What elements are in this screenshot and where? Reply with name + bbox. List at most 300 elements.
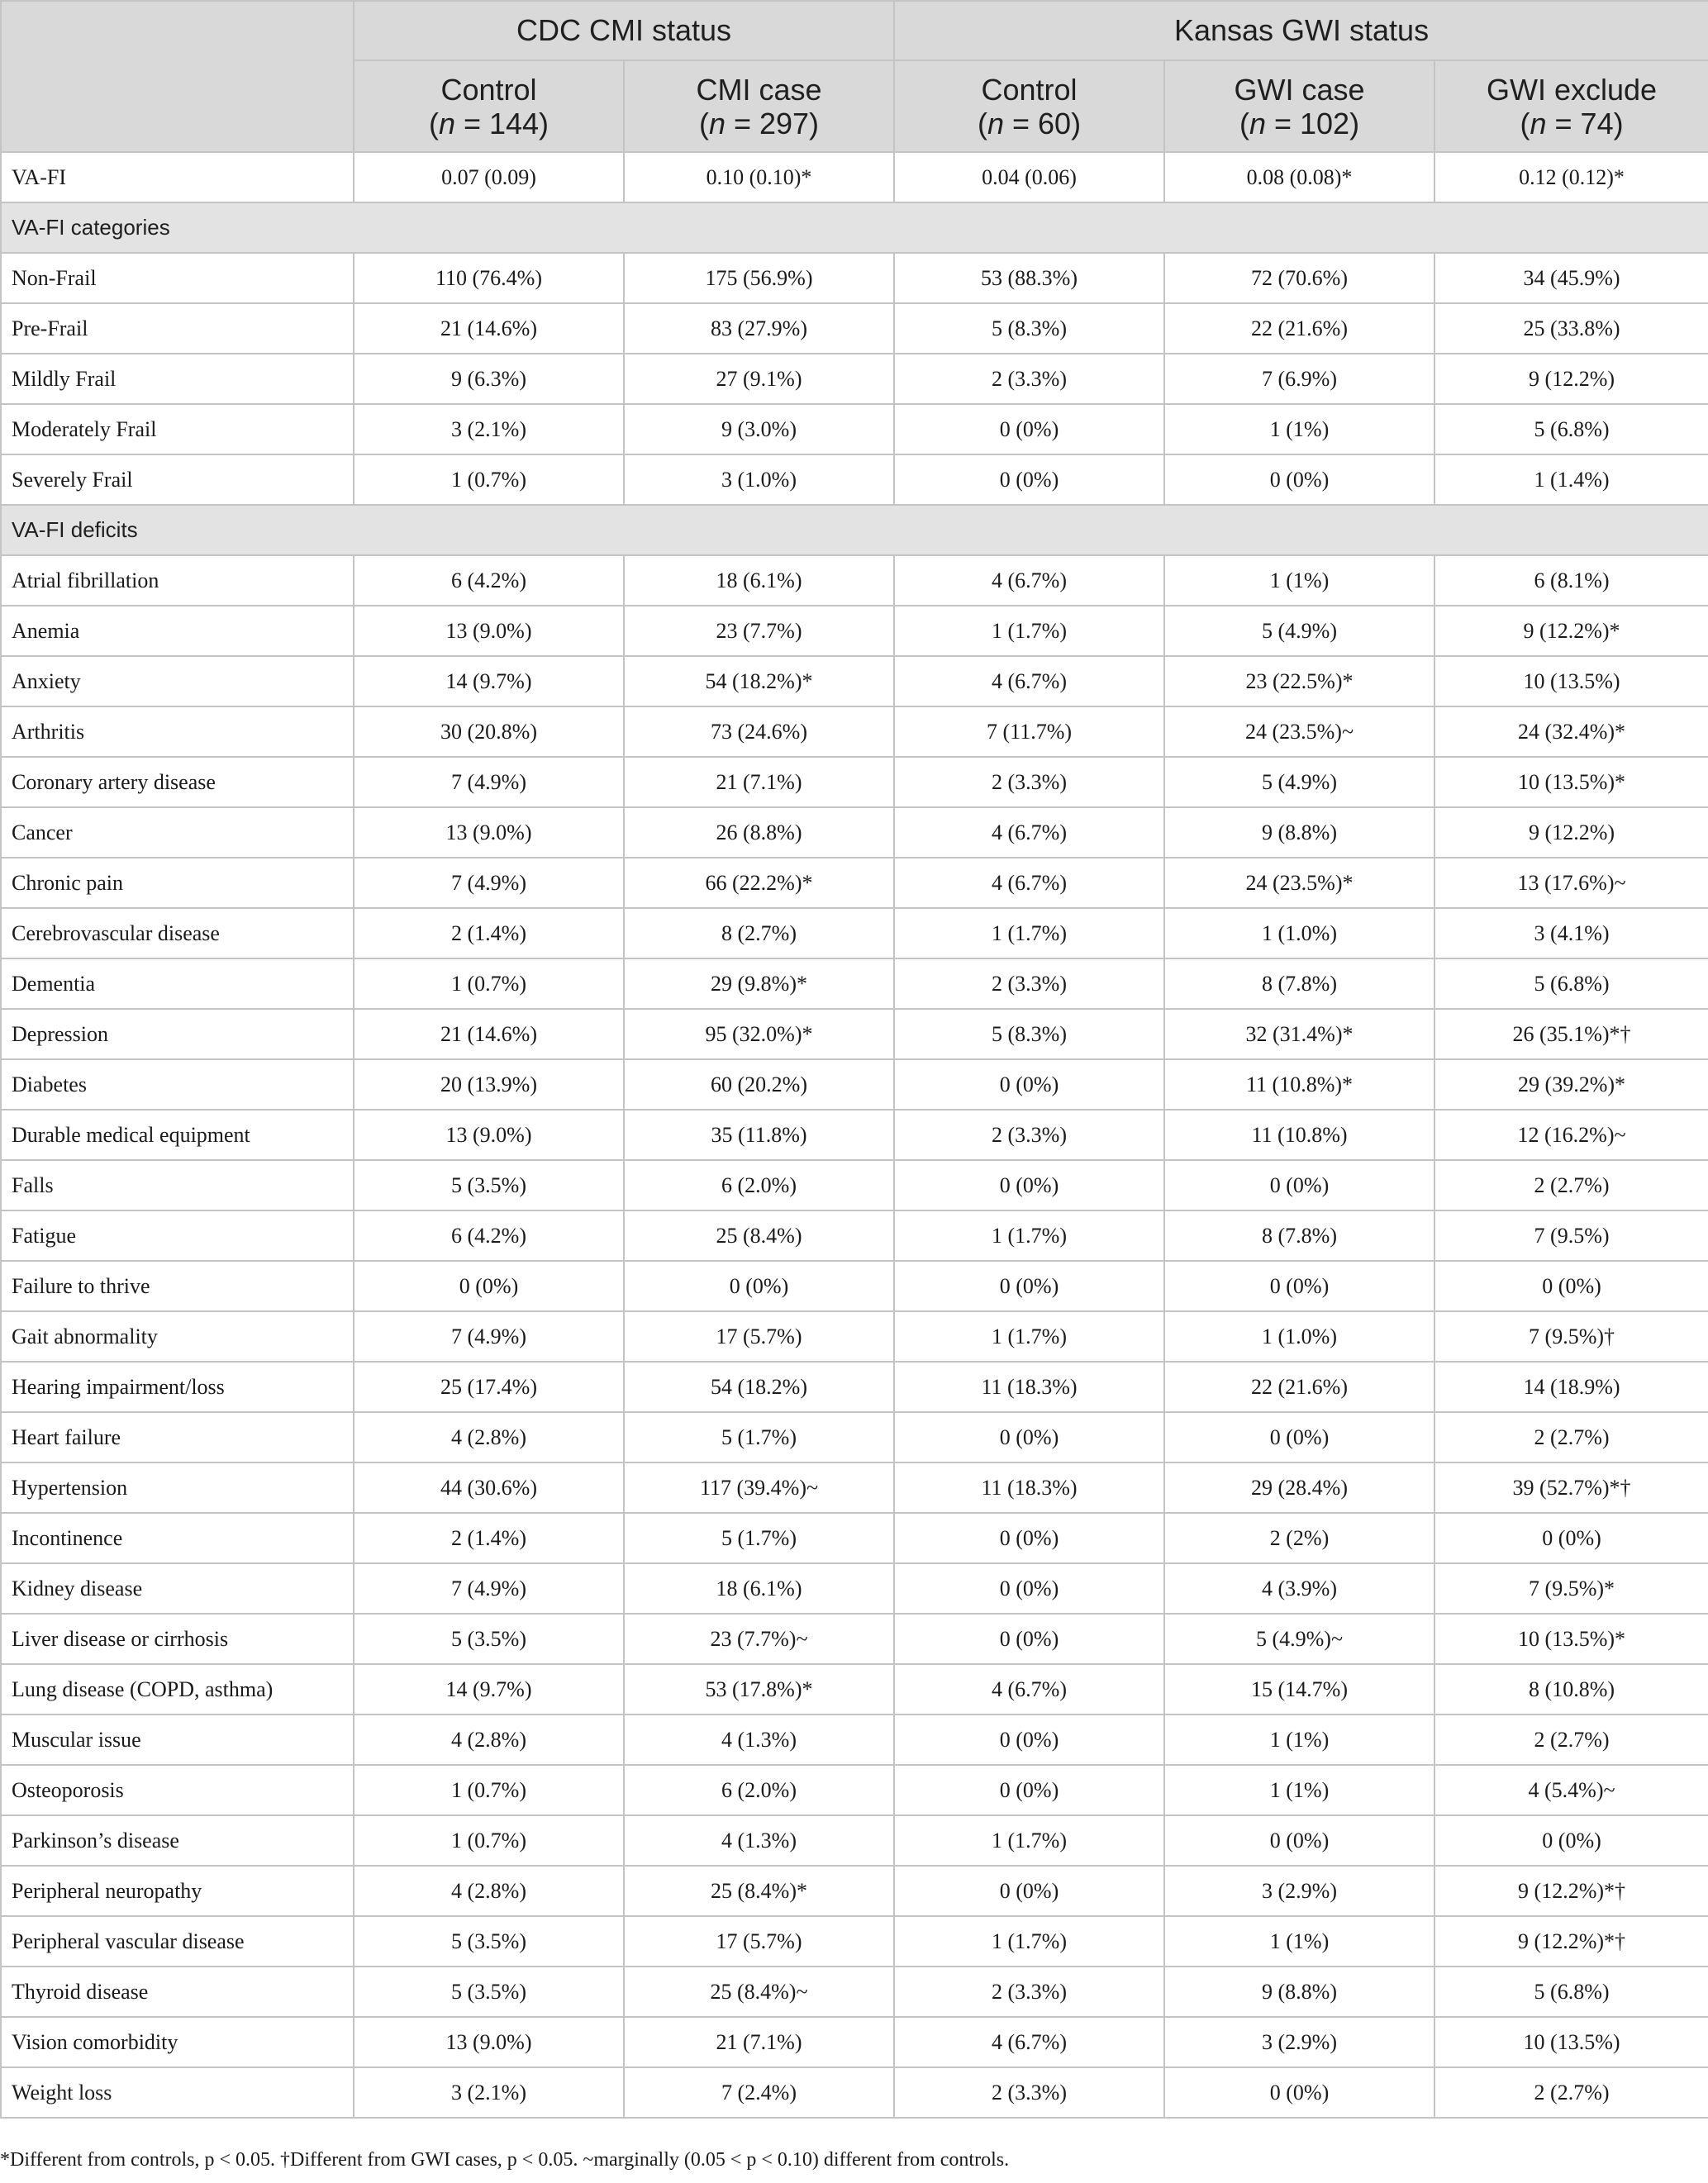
table-cell: 25 (8.4%)~ [624,1967,894,2017]
table-cell: 21 (7.1%) [624,2017,894,2067]
table-cell: 7 (2.4%) [624,2067,894,2118]
row-label: Thyroid disease [1,1967,354,2017]
table-cell: 7 (4.9%) [354,858,624,908]
table-row [1,152,1708,202]
row-label: Vision comorbidity [1,2017,354,2067]
table-cell: 95 (32.0%)* [624,1009,894,1059]
table-cell: 26 (8.8%) [624,807,894,858]
table-cell: 6 (4.2%) [354,555,624,606]
table-cell: 21 (7.1%) [624,757,894,807]
row-label: Moderately Frail [1,404,354,454]
row-label: Anxiety [1,656,354,706]
table-cell: 0 (0%) [894,1160,1164,1210]
table-cell: 3 (2.1%) [354,2067,624,2118]
table-row [1,1563,1708,1614]
table-cell: 13 (9.0%) [354,1110,624,1160]
row-label: Liver disease or cirrhosis [1,1614,354,1664]
table-cell: 0 (0%) [1164,1815,1434,1866]
table-cell: 25 (33.8%) [1434,303,1708,354]
table-cell: 14 (9.7%) [354,656,624,706]
table-row [1,1866,1708,1916]
table-cell: 2 (3.3%) [894,1967,1164,2017]
table-cell: 2 (3.3%) [894,958,1164,1009]
table-cell: 4 (1.3%) [624,1815,894,1866]
table-header [1,1,1708,152]
table-row [1,757,1708,807]
table-cell: 3 (2.1%) [354,404,624,454]
table-cell: 13 (9.0%) [354,2017,624,2067]
table-cell: 1 (0.7%) [354,958,624,1009]
table-cell: 7 (11.7%) [894,706,1164,757]
row-label: Coronary artery disease [1,757,354,807]
row-label: Cancer [1,807,354,858]
n-variable: n [1530,106,1547,140]
n-variable: n [987,106,1004,140]
table-cell: 8 (2.7%) [624,908,894,958]
table-cell: 14 (18.9%) [1434,1362,1708,1412]
column-header-label: Control [440,72,537,107]
table-cell: 13 (17.6%)~ [1434,858,1708,908]
table-row [1,1110,1708,1160]
table-cell: 23 (7.7%) [624,606,894,656]
row-label: Severely Frail [1,454,354,505]
table-cell: 0 (0%) [354,1261,624,1311]
table-cell: 7 (9.5%)† [1434,1311,1708,1362]
table-row [1,1412,1708,1462]
table-cell: 0 (0%) [894,454,1164,505]
table-cell: 72 (70.6%) [1164,253,1434,303]
table-row [1,2067,1708,2118]
n-value: = 144) [454,106,550,140]
table-cell: 4 (6.7%) [894,2017,1164,2067]
table-row [1,1059,1708,1110]
group-header-kansas: Kansas GWI status [894,1,1708,60]
row-label: Osteoporosis [1,1765,354,1815]
table-cell: 2 (1.4%) [354,1513,624,1563]
table-cell: 35 (11.8%) [624,1110,894,1160]
table-cell: 117 (39.4%)~ [624,1462,894,1513]
table-cell: 6 (2.0%) [624,1765,894,1815]
table-row [1,1664,1708,1715]
column-header-label: CMI case [696,72,822,107]
table-footnote: *Different from controls, p < 0.05. †Different from GWI cases, p < 0.05. ~marginally (0.05 < p < 0.10) different from controls. [0,2149,1010,2171]
table-row [1,2017,1708,2067]
row-label: Mildly Frail [1,354,354,404]
section-header-row [1,202,1708,253]
table-cell: 11 (10.8%)* [1164,1059,1434,1110]
table-cell: 0 (0%) [1434,1261,1708,1311]
row-label: Anemia [1,606,354,656]
n-prefix: ( [698,106,709,140]
table-cell: 5 (6.8%) [1434,958,1708,1009]
table-cell: 4 (2.8%) [354,1412,624,1462]
table-cell: 7 (4.9%) [354,1311,624,1362]
column-header-n [635,107,883,140]
table-row [1,1765,1708,1815]
table-cell: 1 (1.4%) [1434,454,1708,505]
table-row [1,958,1708,1009]
table-cell: 39 (52.7%)*† [1434,1462,1708,1513]
table-cell: 9 (8.8%) [1164,807,1434,858]
table-cell: 0.10 (0.10)* [624,152,894,202]
row-label: Failure to thrive [1,1261,354,1311]
table-cell: 21 (14.6%) [354,303,624,354]
table-cell: 2 (2%) [1164,1513,1434,1563]
row-label: Pre-Frail [1,303,354,354]
row-label: Durable medical equipment [1,1110,354,1160]
row-label: Falls [1,1160,354,1210]
table-cell: 0 (0%) [894,1513,1164,1563]
table-row [1,454,1708,505]
table-cell: 5 (3.5%) [354,1916,624,1967]
section-title: VA-FI categories [1,202,1708,253]
table-cell: 0 (0%) [894,1866,1164,1916]
table-cell: 32 (31.4%)* [1164,1009,1434,1059]
table-row [1,1362,1708,1412]
n-value: = 297) [725,106,820,140]
table-cell: 0 (0%) [1164,454,1434,505]
table-cell: 175 (56.9%) [624,253,894,303]
row-label: VA-FI [1,152,354,202]
table-cell: 29 (28.4%) [1164,1462,1434,1513]
table-cell: 10 (13.5%)* [1434,757,1708,807]
column-header-n [905,107,1154,140]
row-label: Chronic pain [1,858,354,908]
table-cell: 17 (5.7%) [624,1916,894,1967]
table-cell: 53 (17.8%)* [624,1664,894,1715]
table-cell: 3 (1.0%) [624,454,894,505]
table-cell: 0 (0%) [894,1261,1164,1311]
table-cell: 24 (23.5%)* [1164,858,1434,908]
table-cell: 1 (1.7%) [894,908,1164,958]
n-value: = 60) [1004,106,1082,140]
section-header-row [1,505,1708,555]
table-cell: 20 (13.9%) [354,1059,624,1110]
n-prefix: ( [1520,106,1530,140]
table-cell: 25 (8.4%)* [624,1866,894,1916]
row-label: Non-Frail [1,253,354,303]
table-cell: 13 (9.0%) [354,807,624,858]
table-cell: 5 (3.5%) [354,1614,624,1664]
table-cell: 0.04 (0.06) [894,152,1164,202]
table-cell: 2 (3.3%) [894,1110,1164,1160]
table-cell: 9 (12.2%)*† [1434,1866,1708,1916]
column-header-label: GWI case [1234,72,1365,107]
row-label: Fatigue [1,1210,354,1261]
table-cell: 13 (9.0%) [354,606,624,656]
table-row [1,1462,1708,1513]
table-row [1,606,1708,656]
table-cell: 1 (0.7%) [354,1815,624,1866]
table-cell: 3 (2.9%) [1164,1866,1434,1916]
table-cell: 2 (2.7%) [1434,1412,1708,1462]
table-cell: 27 (9.1%) [624,354,894,404]
table-cell: 4 (3.9%) [1164,1563,1434,1614]
table-cell: 73 (24.6%) [624,706,894,757]
table-cell: 83 (27.9%) [624,303,894,354]
column-header-label: Control [981,72,1078,107]
column-header [1434,60,1708,152]
table-cell: 3 (2.9%) [1164,2017,1434,2067]
table-cell: 0 (0%) [894,1412,1164,1462]
table-cell: 0 (0%) [624,1261,894,1311]
row-label: Hypertension [1,1462,354,1513]
table-cell: 5 (3.5%) [354,1967,624,2017]
table-cell: 10 (13.5%)* [1434,1614,1708,1664]
table-cell: 1 (1%) [1164,1765,1434,1815]
row-label: Kidney disease [1,1563,354,1614]
table-cell: 4 (2.8%) [354,1715,624,1765]
table-row [1,1967,1708,2017]
table-cell: 7 (9.5%)* [1434,1563,1708,1614]
table-cell: 0 (0%) [894,1715,1164,1765]
table-cell: 0.07 (0.09) [354,152,624,202]
table-cell: 6 (2.0%) [624,1160,894,1210]
table-cell: 0.12 (0.12)* [1434,152,1708,202]
table-cell: 23 (7.7%)~ [624,1614,894,1664]
table-cell: 0 (0%) [1164,1261,1434,1311]
table-row [1,908,1708,958]
n-variable: n [1249,106,1266,140]
table-row [1,706,1708,757]
row-label: Depression [1,1009,354,1059]
table-cell: 1 (1.7%) [894,1916,1164,1967]
table-cell: 9 (12.2%) [1434,354,1708,404]
row-label: Muscular issue [1,1715,354,1765]
table-cell: 4 (6.7%) [894,555,1164,606]
row-label: Gait abnormality [1,1311,354,1362]
table-cell: 4 (6.7%) [894,656,1164,706]
table-cell: 7 (6.9%) [1164,354,1434,404]
table-row [1,858,1708,908]
table-cell: 9 (12.2%)*† [1434,1916,1708,1967]
n-prefix: ( [428,106,439,140]
table-cell: 30 (20.8%) [354,706,624,757]
table-row [1,1916,1708,1967]
column-header-n [1175,107,1424,140]
table-cell: 0 (0%) [894,1563,1164,1614]
row-label: Hearing impairment/loss [1,1362,354,1412]
table-cell: 54 (18.2%) [624,1362,894,1412]
table-row [1,354,1708,404]
n-variable: n [708,106,726,140]
table-cell: 9 (3.0%) [624,404,894,454]
n-prefix: ( [1239,106,1249,140]
table-cell: 1 (0.7%) [354,1765,624,1815]
table-cell: 1 (1%) [1164,1715,1434,1765]
table-cell: 21 (14.6%) [354,1009,624,1059]
table-cell: 1 (0.7%) [354,454,624,505]
table-cell: 8 (7.8%) [1164,958,1434,1009]
table-row [1,1311,1708,1362]
row-label: Diabetes [1,1059,354,1110]
table-cell: 0 (0%) [894,1614,1164,1664]
table-cell: 1 (1.7%) [894,1210,1164,1261]
row-label: Heart failure [1,1412,354,1462]
table-cell: 0 (0%) [1164,1160,1434,1210]
table-cell: 5 (8.3%) [894,303,1164,354]
table-cell: 26 (35.1%)*† [1434,1009,1708,1059]
table-cell: 53 (88.3%) [894,253,1164,303]
table-cell: 2 (3.3%) [894,757,1164,807]
table-cell: 0 (0%) [894,1765,1164,1815]
table-cell: 5 (4.9%) [1164,606,1434,656]
table-cell: 5 (1.7%) [624,1412,894,1462]
table-cell: 4 (6.7%) [894,1664,1164,1715]
table-cell: 0 (0%) [1164,1412,1434,1462]
table-body [1,152,1708,2118]
table-cell: 23 (22.5%)* [1164,656,1434,706]
table-cell: 11 (10.8%) [1164,1110,1434,1160]
table-cell: 11 (18.3%) [894,1362,1164,1412]
table-cell: 4 (1.3%) [624,1715,894,1765]
table-cell: 5 (4.9%) [1164,757,1434,807]
table-cell: 1 (1%) [1164,555,1434,606]
table-cell: 25 (17.4%) [354,1362,624,1412]
table-cell: 24 (23.5%)~ [1164,706,1434,757]
table-cell: 2 (2.7%) [1434,1160,1708,1210]
table-cell: 5 (8.3%) [894,1009,1164,1059]
row-label: Parkinson’s disease [1,1815,354,1866]
row-label: Cerebrovascular disease [1,908,354,958]
table-cell: 9 (6.3%) [354,354,624,404]
n-variable: n [438,106,455,140]
row-label: Peripheral neuropathy [1,1866,354,1916]
table-cell: 0.08 (0.08)* [1164,152,1434,202]
table-cell: 0 (0%) [1434,1513,1708,1563]
table-cell: 5 (1.7%) [624,1513,894,1563]
table-row [1,1815,1708,1866]
table-cell: 110 (76.4%) [354,253,624,303]
table-cell: 18 (6.1%) [624,555,894,606]
table-cell: 2 (3.3%) [894,354,1164,404]
table-cell: 10 (13.5%) [1434,656,1708,706]
table-cell: 29 (39.2%)* [1434,1059,1708,1110]
n-prefix: ( [977,106,987,140]
table-cell: 8 (10.8%) [1434,1664,1708,1715]
table-cell: 2 (1.4%) [354,908,624,958]
table-cell: 4 (5.4%)~ [1434,1765,1708,1815]
table-cell: 12 (16.2%)~ [1434,1110,1708,1160]
row-label: Arthritis [1,706,354,757]
row-label: Dementia [1,958,354,1009]
table-row [1,253,1708,303]
table-cell: 18 (6.1%) [624,1563,894,1614]
column-header-n [1445,107,1698,140]
table-row [1,555,1708,606]
table-cell: 0 (0%) [1164,2067,1434,2118]
table-cell: 60 (20.2%) [624,1059,894,1110]
table-cell: 7 (9.5%) [1434,1210,1708,1261]
table-cell: 3 (4.1%) [1434,908,1708,958]
table-cell: 5 (6.8%) [1434,1967,1708,2017]
table-cell: 14 (9.7%) [354,1664,624,1715]
table-row [1,1160,1708,1210]
table-cell: 1 (1.7%) [894,1311,1164,1362]
table-row [1,1715,1708,1765]
table-cell: 6 (4.2%) [354,1210,624,1261]
n-value: = 74) [1546,106,1624,140]
table-cell: 1 (1.0%) [1164,1311,1434,1362]
table-cell: 2 (2.7%) [1434,2067,1708,2118]
table-cell: 4 (6.7%) [894,807,1164,858]
group-header-row [1,1,1708,60]
row-label: Peripheral vascular disease [1,1916,354,1967]
table-cell: 66 (22.2%)* [624,858,894,908]
column-header-n [364,107,613,140]
table-cell: 1 (1.7%) [894,1815,1164,1866]
table-cell: 10 (13.5%) [1434,2017,1708,2067]
table-cell: 5 (3.5%) [354,1160,624,1210]
table-row [1,656,1708,706]
table-cell: 8 (7.8%) [1164,1210,1434,1261]
table-cell: 22 (21.6%) [1164,303,1434,354]
table-row [1,1210,1708,1261]
table-cell: 25 (8.4%) [624,1210,894,1261]
table-cell: 5 (6.8%) [1434,404,1708,454]
column-header [624,60,894,152]
table-cell: 17 (5.7%) [624,1311,894,1362]
column-header [1164,60,1434,152]
table-row [1,1009,1708,1059]
table-cell: 29 (9.8%)* [624,958,894,1009]
row-label: Incontinence [1,1513,354,1563]
table-cell: 9 (8.8%) [1164,1967,1434,2017]
table-row [1,1513,1708,1563]
table-cell: 1 (1%) [1164,404,1434,454]
table-row [1,303,1708,354]
row-label: Lung disease (COPD, asthma) [1,1664,354,1715]
table-cell: 2 (3.3%) [894,2067,1164,2118]
corner-header-cell [1,1,354,152]
table-cell: 1 (1%) [1164,1916,1434,1967]
table-cell: 4 (2.8%) [354,1866,624,1916]
table-cell: 9 (12.2%)* [1434,606,1708,656]
table-cell: 34 (45.9%) [1434,253,1708,303]
table-cell: 22 (21.6%) [1164,1362,1434,1412]
table-cell: 5 (4.9%)~ [1164,1614,1434,1664]
table-cell: 6 (8.1%) [1434,555,1708,606]
group-header-cdc: CDC CMI status [354,1,894,60]
table-cell: 44 (30.6%) [354,1462,624,1513]
row-label: Weight loss [1,2067,354,2118]
table-cell: 11 (18.3%) [894,1462,1164,1513]
table-row [1,404,1708,454]
table-cell: 2 (2.7%) [1434,1715,1708,1765]
table-row [1,1614,1708,1664]
table-cell: 15 (14.7%) [1164,1664,1434,1715]
column-header-label: GWI exclude [1486,72,1658,107]
table-cell: 0 (0%) [894,404,1164,454]
row-label: Atrial fibrillation [1,555,354,606]
table-row [1,807,1708,858]
section-title: VA-FI deficits [1,505,1708,555]
table-cell: 0 (0%) [1434,1815,1708,1866]
table-cell: 1 (1.7%) [894,606,1164,656]
table-row [1,1261,1708,1311]
table-cell: 1 (1.0%) [1164,908,1434,958]
table-cell: 24 (32.4%)* [1434,706,1708,757]
table-cell: 9 (12.2%) [1434,807,1708,858]
table-cell: 54 (18.2%)* [624,656,894,706]
table-cell: 0 (0%) [894,1059,1164,1110]
table-cell: 7 (4.9%) [354,1563,624,1614]
table-cell: 7 (4.9%) [354,757,624,807]
n-value: = 102) [1265,106,1360,140]
column-header [894,60,1164,152]
table-cell: 4 (6.7%) [894,858,1164,908]
column-header [354,60,624,152]
